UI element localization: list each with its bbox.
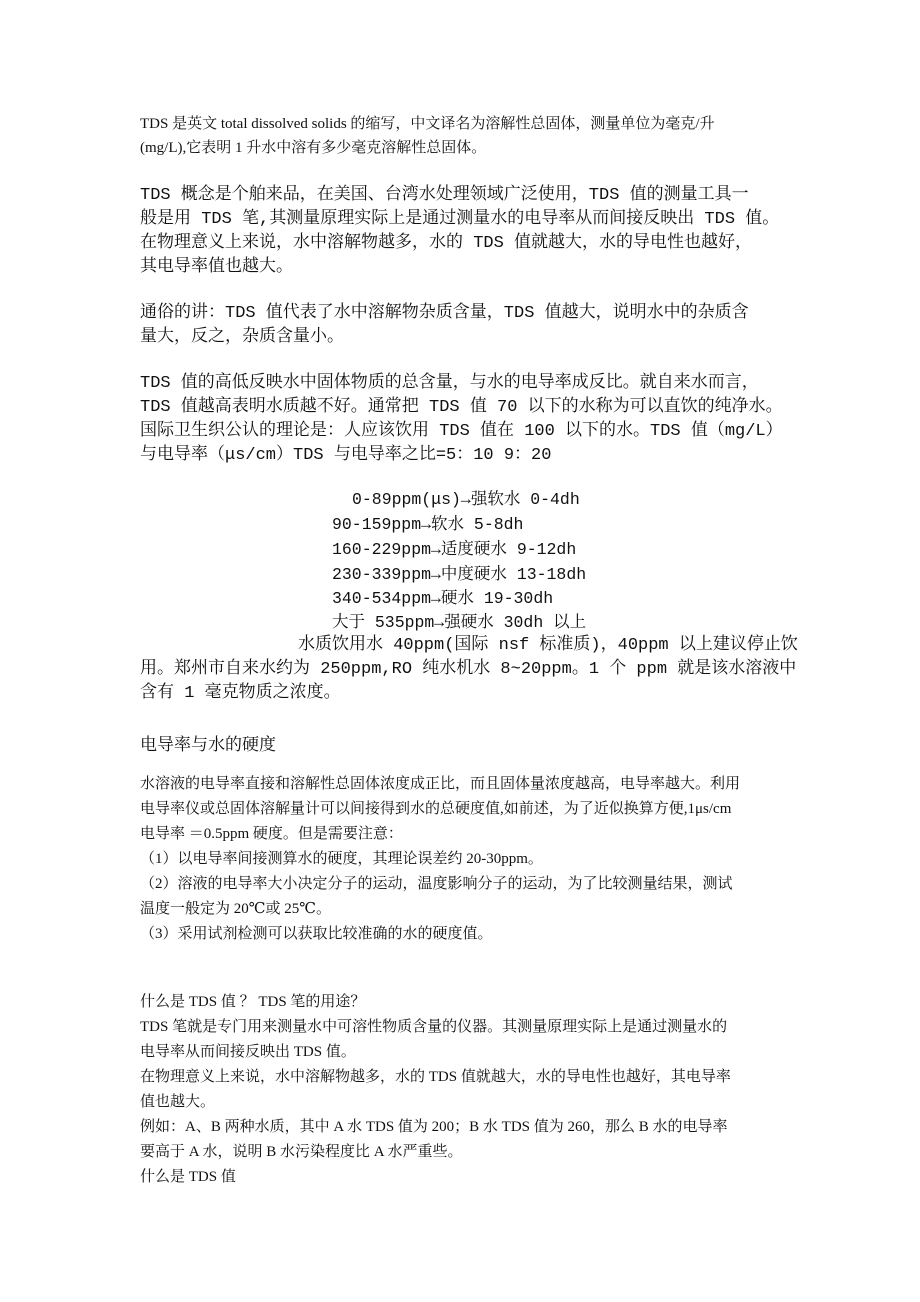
faq-line: TDS 笔就是专门用来测量水中可溶性物质含量的仪器。其测量原理实际上是通过测量水的 [140, 1019, 728, 1035]
conductivity-line: （2）溶液的电导率大小决定分子的运动，温度影响分子的运动，为了比较测量结果，测试 [140, 876, 733, 892]
conductivity-line: 温度一般定为 20℃或 25℃。 [140, 901, 332, 917]
hardness-row: 90-159ppm→软水 5-8dh [332, 515, 524, 534]
faq-line: 例如：A、B 两种水质，其中 A 水 TDS 值为 200；B 水 TDS 值为 260，那么 B 水的电导率 [140, 1119, 728, 1135]
section-heading: 电导率与水的硬度 [140, 735, 276, 754]
faq-line: 什么是 TDS 值 ？ TDS 笔的用途？ [140, 994, 366, 1010]
drinking-line: 用。郑州市自来水约为 250ppm,RO 纯水机水 8~20ppm。1 个 ppm 就是该水溶液中 [140, 660, 797, 679]
faq-line: 在物理意义上来说，水中溶解物越多，水的 TDS 值就越大，水的导电性也越好，其电导率 [140, 1069, 731, 1085]
conductivity-line: （1）以电导率间接测算水的硬度，其理论误差约 20-30ppm。 [140, 851, 543, 867]
hardness-row: 大于 535ppm→强硬水 30dh 以上 [332, 613, 587, 632]
conductivity-line: 电导率 ＝0.5ppm 硬度。但是需要注意： [140, 826, 403, 842]
hardness-row: 340-534ppm→硬水 19-30dh [332, 589, 554, 608]
hardness-row: 160-229ppm→适度硬水 9-12dh [332, 540, 577, 559]
concept-line: 在物理意义上来说，水中溶解物越多，水的 TDS 值就越大，水的导电性也越好， [140, 234, 753, 253]
conductivity-line: 电导率仪或总固体溶解量计可以间接得到水的总硬度值,如前述，为了近似换算方便,1μs/cm [140, 801, 732, 817]
hardness-row: 230-339ppm→中度硬水 13-18dh [332, 565, 587, 584]
popular-line: 量大，反之，杂质含量小。 [140, 328, 344, 347]
conductivity-line: （3）采用试剂检测可以获取比较准确的水的硬度值。 [140, 926, 493, 942]
concept-line: 般是用 TDS 笔,其测量原理实际上是通过测量水的电导率从而间接反映出 TDS 值。 [140, 210, 780, 229]
level-line: TDS 值越高表明水质越不好。通常把 TDS 值 70 以下的水称为可以直饮的纯净水。 [140, 398, 783, 417]
drinking-line: 水质饮用水 40ppm(国际 nsf 标准质)，40ppm 以上建议停止饮 [298, 636, 798, 655]
level-line: 国际卫生织公认的理论是：人应该饮用 TDS 值在 100 以下的水。TDS 值（mg/L） [140, 422, 783, 441]
level-line: 与电导率（μs/cm）TDS 与电导率之比=5：10 9：20 [140, 446, 552, 465]
level-line: TDS 值的高低反映水中固体物质的总含量，与水的电导率成反比。就自来水而言， [140, 374, 759, 393]
intro-line: TDS 是英文 total dissolved solids 的缩写，中文译名为溶解性总固体，测量单位为毫克/升 [140, 116, 715, 132]
concept-line: 其电导率值也越大。 [140, 258, 293, 277]
drinking-line: 含有 1 毫克物质之浓度。 [140, 684, 341, 703]
concept-line: TDS 概念是个舶来品，在美国、台湾水处理领域广泛使用，TDS 值的测量工具一 [140, 186, 749, 205]
popular-line: 通俗的讲：TDS 值代表了水中溶解物杂质含量，TDS 值越大，说明水中的杂质含 [140, 304, 749, 323]
faq-line: 值也越大。 [140, 1094, 216, 1110]
faq-line: 什么是 TDS 值 [140, 1169, 236, 1185]
intro-line: (mg/L),它表明 1 升水中溶有多少毫克溶解性总固体。 [140, 140, 487, 156]
faq-line: 电导率从而间接反映出 TDS 值。 [140, 1044, 356, 1060]
hardness-row: 0-89ppm(μs)→强软水 0-4dh [352, 490, 580, 509]
faq-line: 要高于 A 水，说明 B 水污染程度比 A 水严重些。 [140, 1144, 463, 1160]
conductivity-line: 水溶液的电导率直接和溶解性总固体浓度成正比，而且固体量浓度越高，电导率越大。利用 [140, 776, 741, 792]
